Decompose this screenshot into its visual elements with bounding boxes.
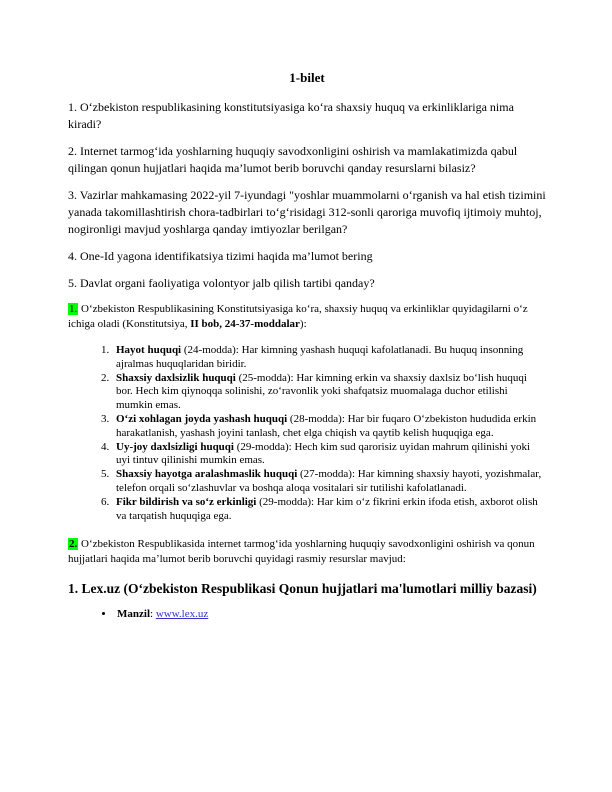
- question-2: 2. Internet tarmog‘ida yoshlarning huquqiy savodxonligini oshirish va mamlakatimizda qabul qilingan qonun hujjatlari haqida ma’lumot berib boruvchi qanday resurslarni bilasiz?: [68, 144, 518, 175]
- rights-list: [94, 344, 546, 523]
- answer-1-intro-after: ):: [299, 318, 307, 330]
- list-item-title: Fikr bildirish va so‘z erkinligi: [116, 495, 257, 508]
- list-item-text: (29-modda): Hech kim sud qarorisiz uyidan mahrum qilinishi yoki uyi tintuv qilinishi mumkin emas.: [116, 440, 531, 467]
- resource-list: [96, 607, 546, 621]
- manzil-label: Manzil: [117, 608, 150, 621]
- list-item: [112, 413, 546, 441]
- list-item: [112, 496, 546, 524]
- answer-2-intro: [68, 537, 546, 567]
- answer-1-intro: [68, 302, 546, 332]
- list-item-text: (24-modda): Har kimning yashash huquqi kafolatlanadi. Bu huquq insonning ajralmas huquqlaridan biridir.: [116, 344, 524, 370]
- list-item-text: (29-modda): Har kim o‘z fikrini erkin ifoda etish, axborot olish va tarqatish huquqiga ega.: [116, 495, 538, 522]
- list-item-title: Shaxsiy hayotga aralashmaslik huquqi: [116, 468, 298, 481]
- list-item: [115, 607, 546, 621]
- question-1: 1. O‘zbekiston respublikasining konstitutsiyasiga ko‘ra shaxsiy huquq va erkinliklariga nima kiradi?: [68, 100, 514, 131]
- list-item-title: Hayot huquqi: [116, 344, 182, 356]
- answer-2-number-highlight: 2.: [69, 538, 78, 551]
- lex-uz-link[interactable]: www.lex.uz: [155, 608, 209, 621]
- list-item-title: O‘zi xohlagan joyda yashash huquqi: [116, 412, 288, 425]
- list-item-title: Shaxsiy daxlsizlik huquqi: [116, 371, 236, 384]
- list-item-text: (27-modda): Har kimning shaxsiy hayoti, yozishmalar, telefon orqali so‘zlashuvlar va boshqa aloqa vositalari sir tutilishi kafolatlanadi.: [116, 468, 542, 494]
- question-5: 5. Davlat organi faoliyatiga volontyor jalb qilish tartibi qanday?: [68, 276, 375, 290]
- list-item-text: (28-modda): Har bir fuqaro O‘zbekiston hududida erkin harakatlanish, yashash joyini tanlash, chet elga chiqish va qaytib kelish huquqiga ega.: [116, 412, 537, 439]
- list-item-title: Uy-joy daxlsizligi huquqi: [116, 440, 234, 453]
- resource-heading: 1. Lex.uz (O‘zbekiston Respublikasi Qonun hujjatlari ma'lumotlari milliy bazasi): [68, 581, 537, 597]
- answer-1-intro-text: O‘zbekiston Respublikasining Konstitutsiyasiga ko‘ra, shaxsiy huquq va erkinliklar quyidagilarni o‘z ichiga oladi (Konstitutsiya,: [68, 303, 528, 330]
- list-item: [112, 441, 546, 469]
- answer-2-intro-text: O‘zbekiston Respublikasida internet tarmog‘ida yoshlarning huquqiy savodxonligini oshirish va qonun hujjatlari haqida ma’lumot berib boruvchi quyidagi rasmiy resurslar mavjud:: [68, 538, 535, 566]
- question-3: 3. Vazirlar mahkamasing 2022-yil 7-iyundagi "yoshlar muammolarni o‘rganish va hal etish tizimini yanada takomillashtirish chora-tadbirlari to‘g‘risidagi 312-sonli qaroriga muvofiq ijtimoiy muhtoj, nogironligi mavjud yoshlarga qanday imtiyozlar berilgan?: [68, 188, 546, 236]
- list-item: [112, 372, 546, 413]
- page-title: 1-bilet: [289, 70, 325, 85]
- answer-1-number-highlight: 1.: [69, 303, 78, 315]
- list-item: [112, 344, 546, 372]
- answer-1-intro-bold: II bob, 24-37-moddalar: [190, 318, 300, 330]
- manzil-separator: :: [150, 608, 156, 621]
- list-item-text: (25-modda): Har kimning erkin va shaxsiy daxlsiz bo‘lish huquqi bor. Hech kim qiynoqqa solinishi, zo‘ravonlik yoki shafqatsiz muomalaga duchor etilishi mumkin emas.: [116, 371, 527, 412]
- list-item: [112, 468, 546, 496]
- question-4: 4. One-Id yagona identifikatsiya tizimi haqida ma’lumot bering: [68, 249, 373, 263]
